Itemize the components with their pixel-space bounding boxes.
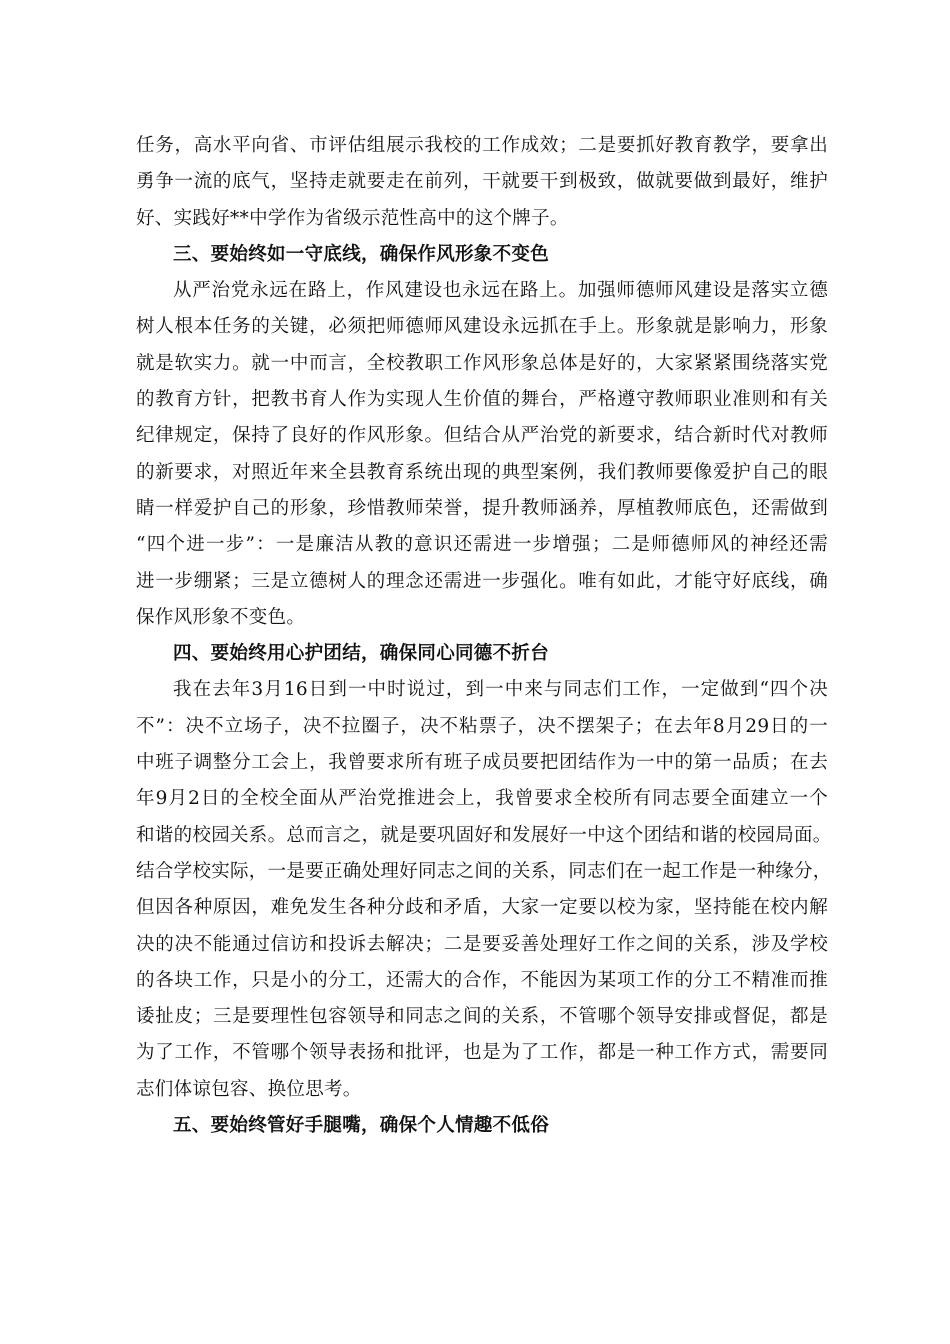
heading-text: 三、要始终如一守底线，确保作风形象不变色	[173, 243, 550, 265]
text-line: 从严治党永远在路上，作风建设也永远在路上。加强师德师风建设是落实立德	[173, 280, 828, 302]
text-line: 和谐的校园关系。总而言之，就是要巩固好和发展好一中这个团结和谐的校园局面。	[136, 824, 832, 846]
text-line: 就是软实力。就一中而言，全校教职工作风形象总体是好的，大家紧紧围绕落实党	[136, 352, 828, 374]
text-line: 保作风形象不变色。	[136, 606, 306, 628]
text-line: “四个进一步”：一是廉洁从教的意识还需进一步增强；二是师德师风的神经还需	[136, 534, 828, 556]
text-line: 年9月2日的全校全面从严治党推进会上，我曾要求全校所有同志要全面建立一个	[136, 788, 828, 810]
paragraph-section-4	[136, 672, 832, 1108]
text-line: 为了工作，不管哪个领导表扬和批评，也是为了工作，都是一种工作方式，需要同	[136, 1042, 828, 1064]
paragraph-continuation	[136, 128, 828, 237]
section-heading-4	[136, 636, 828, 672]
text-line: 的教育方针，把教书育人作为实现人生价值的舞台，严格遵守教师职业准则和有关	[136, 389, 828, 411]
text-line: 的新要求，对照近年来全县教育系统出现的典型案例，我们教师要像爱护自己的眼	[136, 461, 828, 483]
section-heading-5	[136, 1108, 828, 1144]
text-line: 诿扯皮；三是要理性包容领导和同志之间的关系，不管哪个领导安排或督促，都是	[136, 1006, 828, 1028]
text-line: 勇争一流的底气，坚持走就要走在前列，干就要干到极致，做就要做到最好，维护	[136, 171, 828, 193]
text-line: 进一步绷紧；三是立德树人的理念还需进一步强化。唯有如此，才能守好底线，确	[136, 570, 828, 592]
document-page	[136, 128, 832, 1144]
section-heading-3	[136, 237, 828, 273]
text-line: 好、实践好**中学作为省级示范性高中的这个牌子。	[136, 207, 569, 229]
text-line: 任务，高水平向省、市评估组展示我校的工作成效；二是要抓好教育教学，要拿出	[136, 135, 828, 156]
text-line: 但因各种原因，难免发生各种分歧和矛盾，大家一定要以校为家，坚持能在校内解	[136, 897, 828, 919]
text-line: 决的决不能通过信访和投诉去解决；二是要妥善处理好工作之间的关系，涉及学校	[136, 933, 828, 955]
text-line: 志们体谅包容、换位思考。	[136, 1078, 362, 1100]
text-line: 不”：决不立场子，决不拉圈子，决不粘票子，决不摆架子；在去年8月29日的一	[136, 715, 828, 737]
text-line: 结合学校实际，一是要正确处理好同志之间的关系，同志们在一起工作是一种缘分，	[136, 860, 832, 882]
heading-text: 四、要始终用心护团结，确保同心同德不折台	[173, 643, 550, 665]
text-line: 纪律规定，保持了良好的作风形象。但结合从严治党的新要求，结合新时代对教师	[136, 425, 828, 447]
text-line: 树人根本任务的关键，必须把师德师风建设永远抓在手上。形象就是影响力，形象	[136, 316, 828, 338]
text-line: 睛一样爱护自己的形象，珍惜教师荣誉，提升教师涵养，厚植教师底色，还需做到	[136, 497, 828, 519]
heading-text: 五、要始终管好手腿嘴，确保个人情趣不低俗	[173, 1115, 550, 1137]
text-line: 我在去年3月16日到一中时说过，到一中来与同志们工作，一定做到“四个决	[173, 679, 828, 701]
text-line: 中班子调整分工会上，我曾要求所有班子成员要把团结作为一中的第一品质；在去	[136, 752, 828, 774]
text-line: 的各块工作，只是小的分工，还需大的合作，不能因为某项工作的分工不精准而推	[136, 969, 828, 991]
paragraph-section-3	[136, 273, 828, 636]
